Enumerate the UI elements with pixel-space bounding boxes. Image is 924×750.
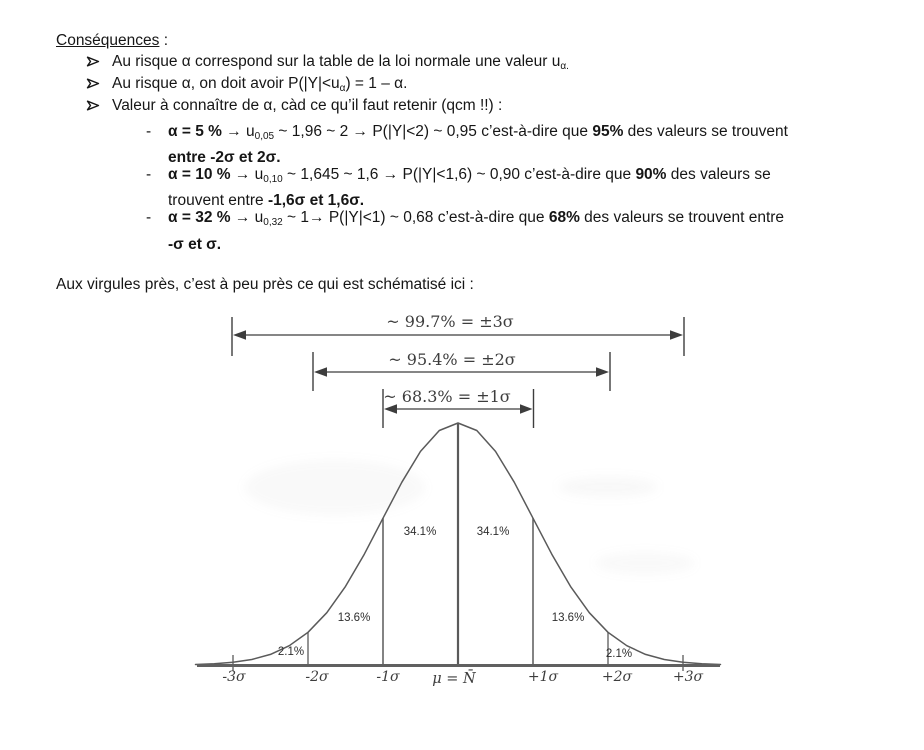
bullet-arrow-icon [86,53,112,73]
text-run: → u [230,165,264,183]
sub-item-line [168,207,893,234]
text-run: ) = 1 – α. [345,75,408,92]
sub-item-line [168,121,893,148]
section-heading [56,31,168,51]
text-run: Au risque α correspond sur la table de la loi normale une valeur u [112,53,561,70]
text-run-bold: 68% [548,209,580,226]
text-run-bold: -σ et σ. [168,235,222,253]
text-run: trouvent entre [168,192,268,209]
text-run-bold: 95% [592,122,624,140]
dash-marker: - [146,165,152,183]
text-run: des valeurs se trouvent entre [579,209,785,226]
text-run: ~ 1,645 ~ 1,6 → P(|Y|<1,6) ~ 0,90 c’est-à-dire que [282,165,636,183]
region-label-right-2: 2.1% [605,648,633,660]
region-label-right-34: 34.1% [476,526,510,538]
sub-item-alpha-10 [146,164,893,212]
bullet-arrow-icon [86,75,112,95]
heading-text: Conséquences [56,32,160,49]
heading-colon: : [159,32,169,49]
axis-label-plus-3sigma: +3σ [672,669,704,685]
axis-label-plus-1sigma: +1σ [527,669,559,685]
subscript: 0,32 [263,217,283,228]
text-run-bold: 90% [635,165,667,183]
axis-label-mean: μ = N̄ [432,671,476,687]
text-run: des valeurs se trouvent [623,122,788,140]
dash-marker: - [146,122,152,140]
axis-label-plus-2sigma: +2σ [601,669,633,685]
normal-distribution-diagram [190,302,735,702]
text-run-bold: entre -2σ et 2σ. [168,149,281,166]
span-label-1sigma: ~ 68.3% = ±1σ [383,387,511,406]
axis-label-minus-1sigma: -1σ [376,669,400,685]
subscript: α [339,83,346,94]
span-label-2sigma: ~ 95.4% = ±2σ [388,350,516,369]
text-run: Valeur à connaître de α, càd ce qu’il faut retenir (qcm !!) : [112,97,503,114]
region-label-left-2: 2.1% [277,646,305,658]
axis-label-minus-3sigma: -3σ [222,669,246,685]
text-run-bold: α = 5 % [168,122,222,140]
text-run-bold: α = 32 % [168,209,231,226]
bullet-arrow-icon [86,97,112,117]
diagram-caption: Aux virgules près, c’est à peu près ce qui est schématisé ici : [56,276,474,293]
text-run-bold: -1,6σ et 1,6σ. [267,192,365,209]
region-label-left-34: 34.1% [403,526,437,538]
sub-item-alpha-32 [146,207,893,255]
text-run: ~ 1→ P(|Y|<1) ~ 0,68 c’est-à-dire que [282,209,549,226]
text-run: → u [221,122,255,140]
region-label-left-13: 13.6% [337,612,371,624]
subscript: 0,05 [254,130,275,142]
text-run: des valeurs se [666,165,771,183]
sub-item-alpha-5 [146,121,893,169]
dash-marker: - [146,209,152,226]
text-run: ~ 1,96 ~ 2 → P(|Y|<2) ~ 0,95 c’est-à-dire que [274,122,593,140]
text-run-bold: α = 10 % [168,165,231,183]
sub-item-line [168,234,893,256]
subscript: 0,10 [263,173,283,185]
text-run: → u [230,209,264,226]
bullet-item-3 [86,96,502,117]
subscript: α. [560,61,569,72]
sub-item-line [168,164,893,191]
axis-label-minus-2sigma: -2σ [305,669,329,685]
region-label-right-13: 13.6% [551,612,585,624]
text-run: Au risque α, on doit avoir P(|Y|<u [112,75,340,92]
span-label-3sigma: ~ 99.7% = ±3σ [386,312,514,331]
